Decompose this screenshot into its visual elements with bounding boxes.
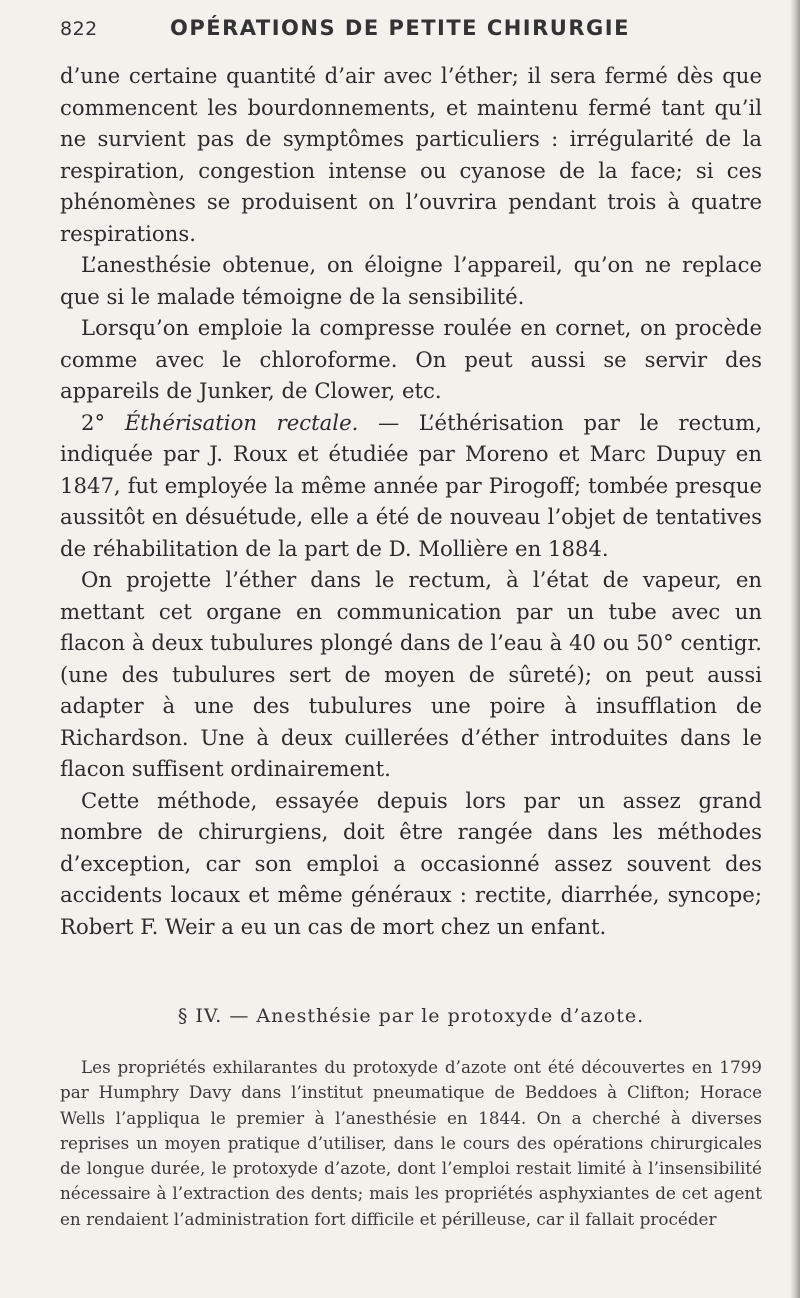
section-heading: § IV. — Anesthésie par le protoxyde d’azote. <box>177 1005 645 1027</box>
paragraph: Les propriétés exhilarantes du protoxyde d’azote ont été découvertes en 1799 par Humphry Davy dans l’institut pneumatique de Beddoes à Clifton; Horace Wells l’appliqua le premier à l’anesthésie en 1844. On a cherché à diverses reprises un moyen pratique d’utiliser, dans le cours des opérations chirurgicales de longue durée, le protoxyde d’azote, dont l’emploi restait limité à l’insensibilité nécessaire à l’extraction des dents; mais les propriétés asphyxiantes de cet agent en rendaient l’administration fort difficile et périlleuse, car il fallait procéder <box>60 1057 762 1229</box>
section-number: 2° <box>81 409 106 435</box>
paragraph-rectal-etherization <box>60 407 762 565</box>
page-edge-shadow <box>790 0 800 1298</box>
subsection-title: Éthérisation rectale. <box>124 409 359 435</box>
paragraph: d’une certaine quantité d’air avec l’éther; il sera fermé dès que commencent les bourdonnements, et maintenu fermé tant qu’il ne survient pas de symptômes particuliers : irrégularité de la respiration, congestion intense ou cyanose de la face; si ces phénomènes se produisent on l’ouvrira pendant trois à quatre respirations. <box>60 63 762 246</box>
paragraph: Cette méthode, essayée depuis lors par un assez grand nombre de chirurgiens, doit être rangée dans les méthodes d’exception, car son emploi a occasionné assez souvent des accidents locaux et même généraux : rectite, diarrhée, syncope; Robert F. Weir a eu un cas de mort chez un enfant. <box>60 787 762 939</box>
running-title: OPÉRATIONS DE PETITE CHIRURGIE <box>170 16 630 40</box>
page-number: 822 <box>60 18 98 40</box>
paragraph: On projette l’éther dans le rectum, à l’état de vapeur, en mettant cet organe en communication par un tube avec un flacon à deux tubulures plongé dans de l’eau à 40 ou 50° centigr. (une des tubulures sert de moyen de sûreté); on peut aussi adapter à une des tubulures une poire à insufflation de Richardson. Une à deux cuillerées d’éther introduites dans le flacon suffisent ordinairement. <box>60 567 762 781</box>
paragraph: L’anesthésie obtenue, on éloigne l’appareil, qu’on ne replace que si le malade témoigne de la sensibilité. <box>60 252 762 309</box>
small-print-text <box>60 1055 762 1232</box>
paragraph: Lorsqu’on emploie la compresse roulée en cornet, on procède comme avec le chloroforme. On peut aussi se servir des appareils de Junker, de Clower, etc. <box>60 315 762 403</box>
main-text <box>60 60 762 942</box>
paragraph-text: — L’éthérisation par le rectum, indiquée par J. Roux et étudiée par Moreno et Marc Dupuy en 1847, fut employée la même année par Pirogoff; tombée presque aussitôt en désuétude, elle a été de nouveau l’objet de tentatives de réhabilitation de la part de D. Mollière en 1884. <box>60 409 762 561</box>
page-header <box>60 14 760 44</box>
